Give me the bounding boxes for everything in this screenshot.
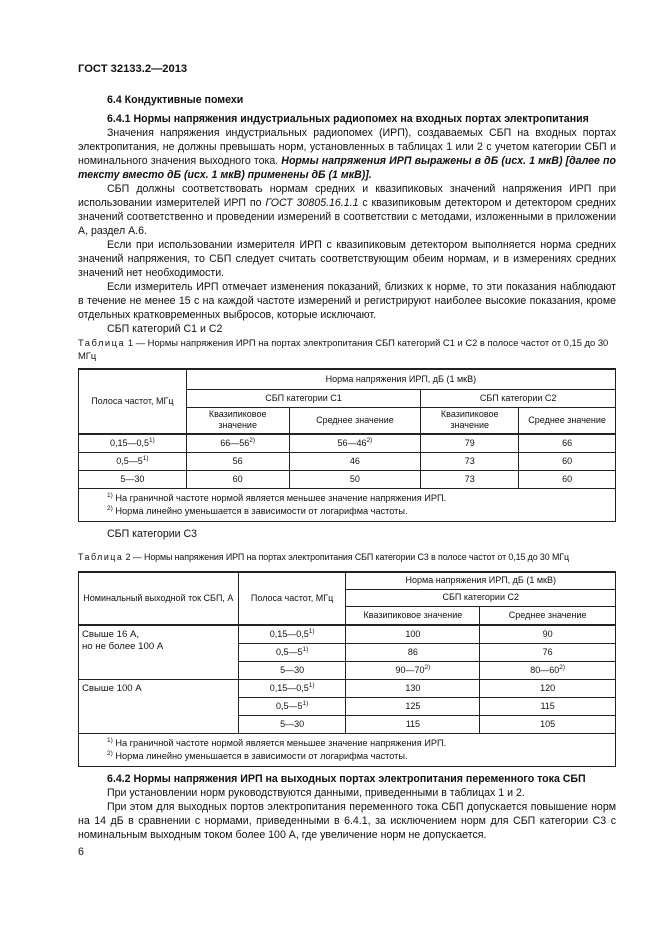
table-cell: 76 xyxy=(480,643,616,661)
table-cell xyxy=(238,643,346,661)
table-1-header-c2: СБП категории С2 xyxy=(421,389,616,407)
subsection-title-642: 6.4.2 Нормы напряжения ИРП на выходных портах электропитания переменного тока СБП xyxy=(107,773,586,785)
cell-value: 56—46 xyxy=(337,437,367,448)
table-2-label: Таблица xyxy=(78,552,124,562)
cell-value: 0,5—5 xyxy=(116,455,143,466)
table-cell: 50 xyxy=(289,470,421,488)
table-1-header-c2-avg: Среднее значение xyxy=(519,407,616,434)
note-text: Норма линейно уменьшается в зависимости от логарифма частоты. xyxy=(112,505,408,516)
table-notes-row xyxy=(79,733,616,766)
footnote-mark: 1) xyxy=(107,736,113,744)
note-text: На граничной частоте нормой является меньшее значение напряжения ИРП. xyxy=(112,737,447,748)
table-row xyxy=(79,625,616,643)
table-2-header-qp: Квазипиковое значение xyxy=(346,606,480,625)
table-cell xyxy=(79,452,187,470)
table-2-caption-text: 2 — Нормы напряжения ИРП на портах электропитания СБП категории С3 в полосе частот от 0,15 до 30 МГц xyxy=(123,552,569,562)
footnote-mark: 1) xyxy=(302,645,309,653)
table-2-header-norm: Норма напряжения ИРП, дБ (1 мкВ) xyxy=(346,572,616,589)
table-notes-row xyxy=(79,488,616,521)
table-2-header-current: Номинальный выходной ток СБП, А xyxy=(79,572,239,625)
table-1-header-c1-avg: Среднее значение xyxy=(289,407,421,434)
cell-value: 66—56 xyxy=(220,437,250,448)
note-text: Норма линейно уменьшается в зависимости от логарифма частоты. xyxy=(112,750,408,761)
table-1-notes xyxy=(79,488,616,521)
table-1-header-c2-qp: Квазипиковое значение xyxy=(421,407,519,434)
paragraph-3: Если при использовании измерителя ИРП с квазипиковым детектором выполняется норма средних значений напряжения, то СБП следует считать соответствующим обеим нормам, и в измерениях средних значений нет необходимости. xyxy=(78,239,616,279)
table-cell xyxy=(186,434,289,452)
table-cell: 73 xyxy=(421,470,519,488)
document-header: ГОСТ 32133.2—2013 xyxy=(78,63,188,75)
paragraph-2 xyxy=(78,182,616,238)
table-cell xyxy=(79,434,187,452)
table-2-header-c2: СБП категории С2 xyxy=(346,589,616,606)
paragraph-2-text-a: СБП должны соответствовать нормам средних и квазипиковых значений напряжения ИРП при использовании измерителей ИРП по xyxy=(78,183,616,209)
cell-value: 0,15—0,5 xyxy=(269,628,309,639)
table-cell: 90 xyxy=(480,625,616,643)
table-2-caption xyxy=(78,551,616,564)
group-label: Свыше 16 А, xyxy=(82,629,140,640)
table-2-header-avg: Среднее значение xyxy=(480,606,616,625)
table-2 xyxy=(78,571,616,767)
table-2-notes xyxy=(79,733,616,766)
cell-value: 0,5—5 xyxy=(275,646,303,657)
table-cell: 115 xyxy=(346,715,480,733)
table-1-header-freq: Полоса частот, МГц xyxy=(79,369,187,434)
footnote-mark: 2) xyxy=(559,663,566,671)
standard-reference: ГОСТ 30805.16.1.1 xyxy=(265,197,359,209)
table-1-label: Таблица xyxy=(78,337,126,348)
table-1-header-c1: СБП категории С1 xyxy=(186,389,421,407)
group-label: но не более 100 А xyxy=(82,641,164,652)
footnote-mark: 2) xyxy=(107,504,113,512)
table-cell: 5—30 xyxy=(79,470,187,488)
table-cell: 60 xyxy=(519,452,616,470)
footnote-mark: 2) xyxy=(424,663,431,671)
table-1-caption-text: 1 — Нормы напряжения ИРП на портах электропитания СБП категорий С1 и С2 в полосе частот от 0,15 до 30 МГц xyxy=(78,337,609,361)
table-row xyxy=(79,452,616,470)
table-cell: 60 xyxy=(186,470,289,488)
table-2-group-1 xyxy=(79,625,239,679)
table-cell: 46 xyxy=(289,452,421,470)
cell-value: 0,5—5 xyxy=(275,700,303,711)
table-1-header-c1-qp: Квазипиковое значение xyxy=(186,407,289,434)
table-cell: 130 xyxy=(346,679,480,697)
paragraph-6: При этом для выходных портов электропитания переменного тока СБП допускается повышение норм на 14 дБ в сравнении с нормами, приведенными в 6.4.1, за исключением норм для СБП категории С3 с номинальным выходным током более 100 А, где увеличение норм не допускается. xyxy=(78,801,616,841)
table-cell: 86 xyxy=(346,643,480,661)
table-cell: 115 xyxy=(480,697,616,715)
paragraph-1-emphasis: Нормы напряжения ИРП выражены в дБ (исх. 1 мкВ) [далее по тексту вместо дБ (исх. 1 мкВ) применены дБ (1 мкВ)]. xyxy=(78,155,616,181)
table-cell: 120 xyxy=(480,679,616,697)
table-2-note-1 xyxy=(107,737,587,750)
footnote-mark: 1) xyxy=(302,699,309,707)
caption-c3: СБП категории С3 xyxy=(107,528,198,540)
body-text-block-2 xyxy=(78,772,616,842)
footnote-mark: 2) xyxy=(366,436,373,444)
table-row xyxy=(79,470,616,488)
table-cell: 105 xyxy=(480,715,616,733)
table-cell xyxy=(289,434,421,452)
cell-value: 0,15—0,5 xyxy=(269,682,309,693)
table-row xyxy=(79,679,616,697)
subsection-title-641: 6.4.1 Нормы напряжения индустриальных радиопомех на входных портах электропитания xyxy=(107,113,589,125)
footnote-mark: 2) xyxy=(107,749,113,757)
table-cell: 60 xyxy=(519,470,616,488)
table-cell xyxy=(346,661,480,679)
table-cell: 100 xyxy=(346,625,480,643)
paragraph-1 xyxy=(78,126,616,182)
table-cell: 5—30 xyxy=(238,715,346,733)
footnote-mark: 1) xyxy=(142,454,149,462)
table-1 xyxy=(78,368,616,522)
paragraph-5: При установлении норм руководствуются данными, приведенными в таблицах 1 и 2. xyxy=(107,787,525,799)
section-title: 6.4 Кондуктивные помехи xyxy=(107,94,244,106)
table-1-note-2 xyxy=(107,505,587,518)
cell-value: 80—60 xyxy=(530,664,560,675)
body-text-block-1 xyxy=(78,126,616,336)
table-2-header-freq: Полоса частот, МГц xyxy=(238,572,346,625)
footnote-mark: 1) xyxy=(308,681,315,689)
table-cell: 5—30 xyxy=(238,661,346,679)
paragraph-4: Если измеритель ИРП отмечает изменения показаний, близких к норме, то эти показания наблюдают в течение не менее 15 с на каждой частоте измерений и регистрируют наиболее высокие показания, кроме отдельных кратковременных выбросов, которые исключают. xyxy=(78,281,616,321)
cell-value: 90—70 xyxy=(395,664,425,675)
table-cell: 125 xyxy=(346,697,480,715)
paragraph-1-text: Значения напряжения индустриальных радиопомех (ИРП), создаваемых СБП на входных портах электропитания, не должны превышать норм, установленных в таблицах 1 или 2 с учетом категории СБП и номинального значения выходного тока. xyxy=(78,127,616,167)
table-cell xyxy=(238,625,346,643)
table-cell xyxy=(480,661,616,679)
table-cell xyxy=(238,697,346,715)
paragraph-2-text-b: с квазипиковым детектором и детектором средних значений соответственно и проведении измерений в соответствии с методами, изложенными в приложении А, раздел А.6. xyxy=(78,197,616,237)
caption-c1-c2: СБП категорий С1 и С2 xyxy=(107,323,223,335)
table-row xyxy=(79,434,616,452)
table-cell: 56 xyxy=(186,452,289,470)
table-1-caption xyxy=(78,336,616,362)
table-cell: 66 xyxy=(519,434,616,452)
page-number: 6 xyxy=(78,846,84,858)
footnote-mark: 1) xyxy=(308,627,315,635)
cell-value: 0,15—0,5 xyxy=(109,437,149,448)
table-cell: 79 xyxy=(421,434,519,452)
table-2-group-2: Свыше 100 А xyxy=(79,679,239,733)
table-2-note-2 xyxy=(107,750,587,763)
footnote-mark: 2) xyxy=(249,436,256,444)
table-1-note-1 xyxy=(107,492,587,505)
table-cell xyxy=(238,679,346,697)
table-cell: 73 xyxy=(421,452,519,470)
footnote-mark: 1) xyxy=(148,436,155,444)
note-text: На граничной частоте нормой является меньшее значение напряжения ИРП. xyxy=(112,492,447,503)
table-1-header-norm: Норма напряжения ИРП, дБ (1 мкВ) xyxy=(186,369,615,389)
footnote-mark: 1) xyxy=(107,491,113,499)
